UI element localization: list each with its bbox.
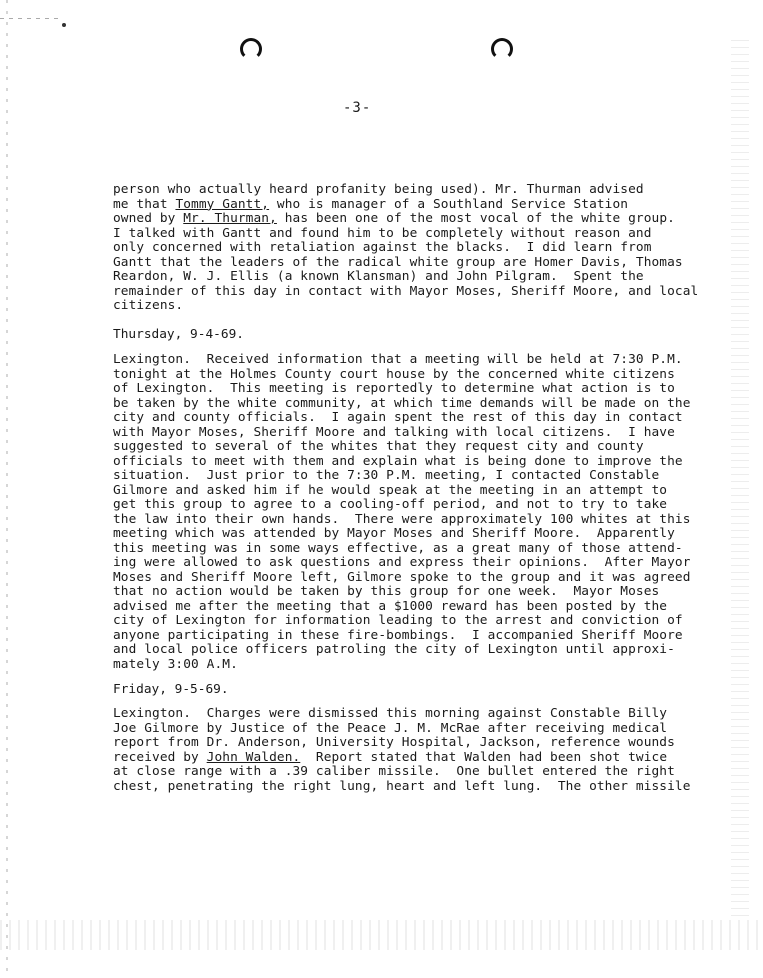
paragraph-3: Lexington. Charges were dismissed this morning against Constable Billy Joe Gilmore by Justice of the Peace J. M. McRae after receiving medical report from Dr. Anderson, University Hospital, Jackson, reference wounds received by John Walden. Report stated that Walden had been shot twice at close range with a .39 caliber missile. One bullet entered the right chest, penetrating the right lung, heart and left lung. The other missile	[113, 706, 691, 794]
scan-dot	[62, 23, 66, 27]
underlined-name-john-walden: John Walden.	[206, 749, 301, 765]
scan-top-dash	[0, 18, 60, 19]
heading-friday: Friday, 9-5-69.	[113, 682, 229, 697]
underlined-name-tommy-gantt: Tommy Gantt,	[175, 196, 270, 212]
punch-hole-right	[491, 38, 513, 60]
paragraph-2: Lexington. Received information that a meeting will be held at 7:30 P.M. tonight at the Holmes County court house by the concerned white citizens of Lexington. This meeting is reportedly to determine what action is to be taken by the white community, at which time demands will be made on the city and county officials. I again spent the rest of this day in contact with Mayor Moses, Sheriff Moore and talking with local citizens. I have suggested to several of the whites that they request city and county officials to meet with them and explain what is being done to improve the situation. Just prior to the 7:30 P.M. meeting, I contacted Constable Gilmore and asked him if he would speak at the meeting in an attempt to get this group to agree to a cooling-off period, and not to try to take the law into their own hands. There were approximately 100 whites at this meeting which was attended by Mayor Moses and Sheriff Moore. Apparently this meeting was in some ways effective, as a great many of those attend- ing were allowed to ask questions and express their opinions. After Mayor Moses and Sheriff Moore left, Gilmore spoke to the group and it was agreed that no action would be taken by this group for one week. Mayor Moses advised me after the meeting that a $1000 reward has been posted by the city of Lexington for information leading to the arrest and conviction of anyone participating in these fire-bombings. I accompanied Sheriff Moore and local police officers patroling the city of Lexington until approxi- mately 3:00 A.M.	[113, 352, 691, 672]
punch-hole-left	[240, 38, 262, 60]
page-number: -3-	[343, 100, 372, 116]
underlined-name-mr-thurman: Mr. Thurman,	[183, 211, 277, 226]
scan-bottom-noise	[0, 920, 763, 950]
scan-edge-right	[731, 40, 749, 920]
scan-edge-left	[6, 0, 8, 978]
paragraph-1: person who actually heard profanity being used). Mr. Thurman advised me that Tommy Gantt, who is manager of a Southland Service Station owned by Mr. Thurman, has been one of the most vocal of the white group. I talked with Gantt and found him to be completely without reason and only concerned with retaliation against the blacks. I did learn from Gantt that the leaders of the radical white group are Homer Davis, Thomas Reardon, W. J. Ellis (a known Klansman) and John Pilgram. Spent the remainder of this day in contact with Mayor Moses, Sheriff Moore, and local citizens.	[113, 182, 699, 313]
heading-thursday: Thursday, 9-4-69.	[113, 327, 244, 342]
